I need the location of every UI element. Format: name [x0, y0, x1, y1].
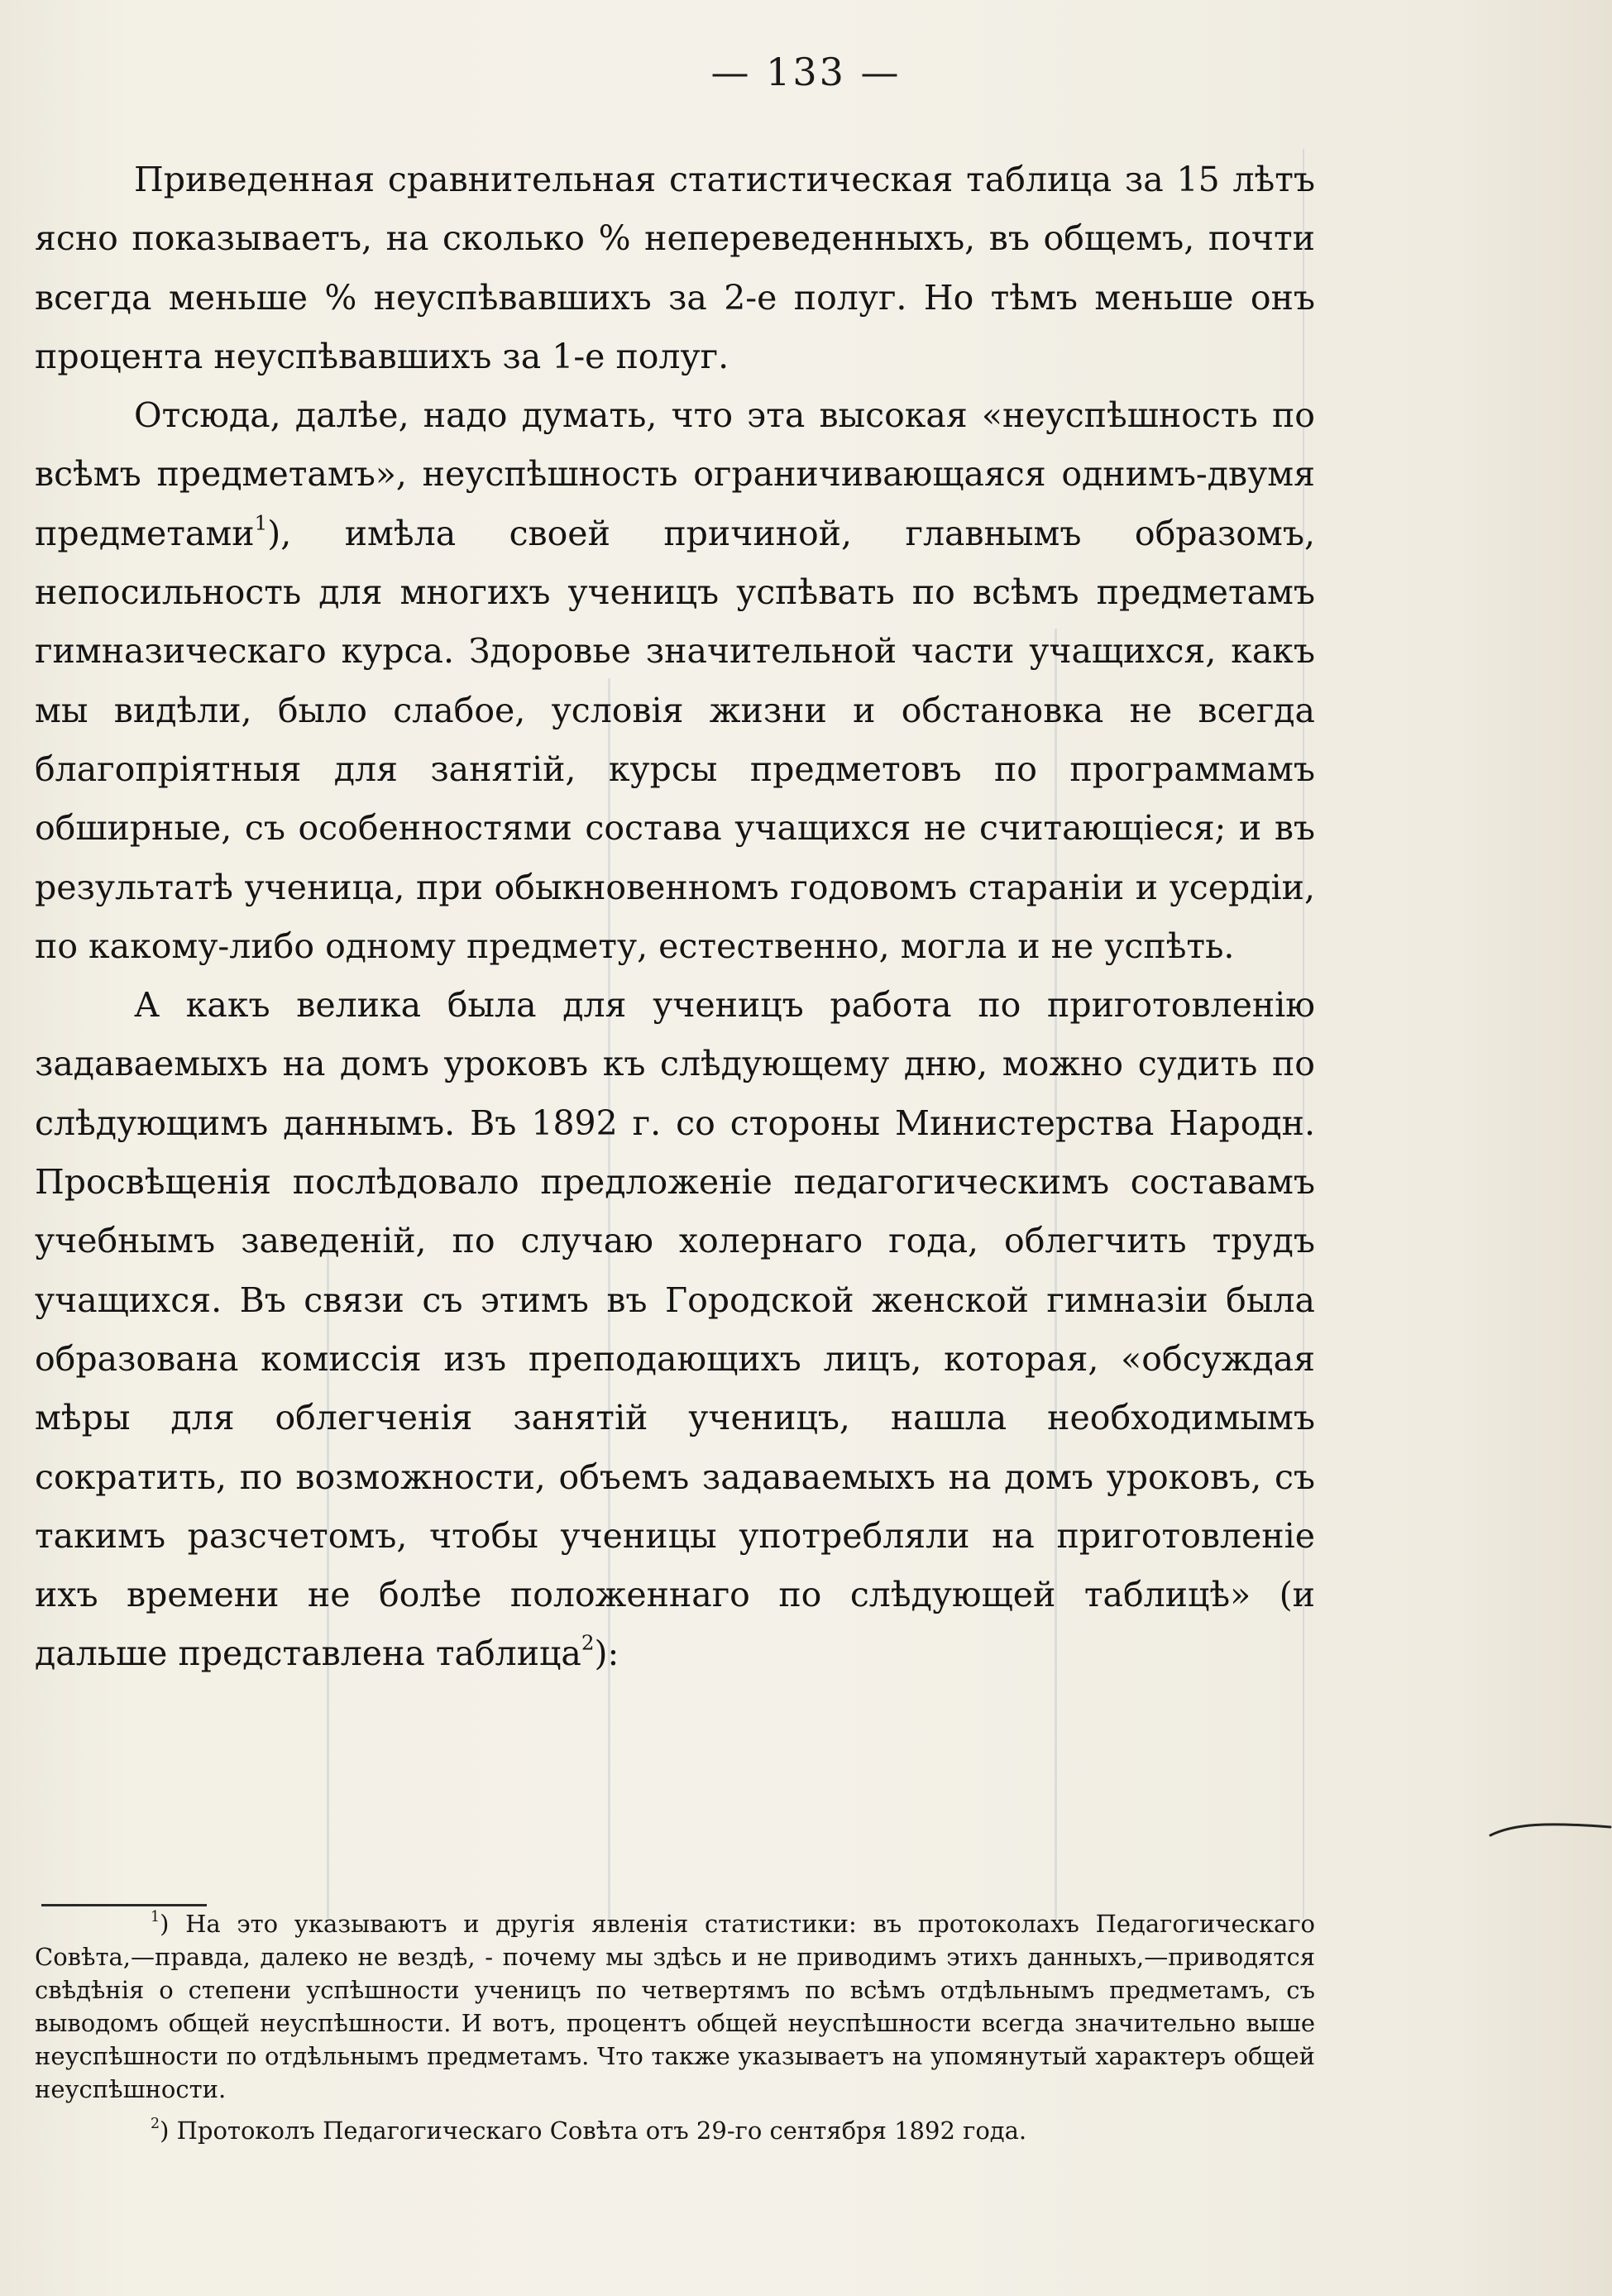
footnotes [35, 1907, 1315, 2147]
page-number: — 133 — [710, 50, 902, 94]
paragraph-text: ), имѣла своей причиной, главнымъ образомъ, непосильность для многихъ ученицъ успѣвать по всѣмъ предметамъ гимназическаго курса. Здоровье значительной части учащихся, какъ мы видѣли, было слабое, условія жизни и обстановка не всегда благопріятныя для занятій, курсы предметовъ по программамъ обширные, съ особенностями состава учащихся не считающіеся; и въ результатѣ ученица, при обыкновенномъ годовомъ стараніи и усердіи, по какому-либо одному предмету, естественно, могла и не успѣть. [35, 513, 1315, 966]
paragraph-text: Отсюда, далѣе, надо думать, что эта высокая «неуспѣшность по всѣмъ предметамъ», неуспѣшность ограничивающаяся однимъ-двумя предметами [35, 395, 1315, 553]
paragraph [35, 976, 1315, 1684]
footnote-separator [41, 1904, 207, 1906]
paragraph-text: Приведенная сравнительная статистическая таблица за 15 лѣтъ ясно показываетъ, на сколько % непереведенныхъ, въ общемъ, почти всегда меньше % неуспѣвавшихъ за 2-е полуг. Но тѣмъ меньше онъ процента неуспѣвавшихъ за 1-е полуг. [35, 160, 1315, 376]
footnote-reference: 2 [581, 1630, 595, 1655]
paragraph-text: ): [594, 1634, 619, 1674]
footnote-text: ) Протоколъ Педагогическаго Совѣта отъ 29-го сентября 1892 года. [160, 2117, 1027, 2145]
paragraph [35, 151, 1315, 386]
paragraph-text: А какъ велика была для ученицъ работа по приготовленію задаваемыхъ на домъ уроковъ къ слѣдующему дню, можно судить по слѣдующимъ даннымъ. Въ 1892 г. со стороны Министерства Народн. Просвѣщенія послѣдовало предложеніе педагогическимъ составамъ учебнымъ заведеній, по случаю холернаго года, облегчить трудъ учащихся. Въ связи съ этимъ въ Городской женской гимназіи была образована комиссія изъ преподающихъ лицъ, которая, «обсуждая мѣры для облегченія занятій ученицъ, нашла необходимымъ сократить, по возможности, объемъ задаваемыхъ на домъ уроковъ, съ такимъ разсчетомъ, чтобы ученицы употребляли на приготовленіе ихъ времени не болѣе положеннаго по слѣдующей таблицѣ» (и дальше представлена таблица [35, 985, 1315, 1674]
footnote-mark: 2 [151, 2115, 160, 2132]
footnote [35, 1907, 1315, 2106]
pen-stroke-mark [1489, 1815, 1612, 1849]
footnote-text: ) На это указываютъ и другія явленія статистики: въ протоколахъ Педагогическаго Совѣта,—правда, далеко не вездѣ, - почему мы здѣсь и не приводимъ этихъ данныхъ,—приводятся свѣдѣнія о степени успѣшности ученицъ по четвертямъ по всѣмъ отдѣльнымъ предметамъ, съ выводомъ общей неуспѣшности. И вотъ, процентъ общей неуспѣшности всегда значительно выше неуспѣшности по отдѣльнымъ предметамъ. Что также указываетъ на упомянутый характеръ общей неуспѣшности. [35, 1910, 1315, 2103]
main-text [35, 151, 1315, 1684]
footnote-reference: 1 [254, 510, 268, 535]
footnote-mark: 1 [151, 1908, 160, 1925]
paragraph [35, 386, 1315, 976]
footnote [35, 2114, 1315, 2147]
